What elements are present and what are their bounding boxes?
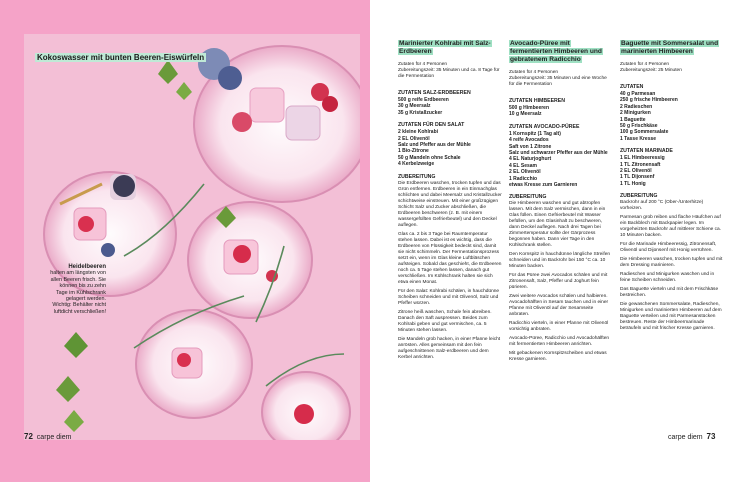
- preparation-step: Die Mandeln grob hacken, in einer Pfanne leicht anrösten. Alles gemeinsam mit den fein aufgeschnittenen Salz-erdbeeren und dem Kerbel anrichten.: [398, 336, 501, 360]
- recipe-meta: [509, 70, 613, 88]
- ingredient-heading: ZUTATEN SALZ-ERDBEEREN: [398, 90, 471, 96]
- ingredient-heading: ZUTATEN MARINADE: [620, 148, 673, 155]
- ingredient-heading: ZUTATEN: [620, 84, 644, 90]
- ingredient-item: 4 Kerbelzweige: [398, 161, 435, 168]
- photo-illustration: [24, 34, 360, 440]
- preparation-step: Avocado-Püree, Radicchio und Avocadohälften mit fermentierten Himbeeren anrichten.: [509, 336, 610, 348]
- ingredient-item: 2 EL Olivenöl: [398, 135, 430, 142]
- ingredient-item: 2 EL Olivenöl: [509, 169, 541, 176]
- preparation-step: Parmesan grob reiben und flache Häufchen auf ein Backblech mit Backpapier legen. Im vorgeheizten Backrohr auf mittlerer Schiene ca. 10 Minuten backen.: [620, 215, 722, 239]
- ingredient-item: etwas Kresse zum Garnieren: [509, 182, 578, 189]
- preparation-step: Die Himbeeren waschen, trocken tupfen und mit dem Dressing marinieren.: [620, 257, 723, 269]
- drinks-photo: [24, 34, 360, 440]
- right-page-number: 73: [706, 432, 716, 441]
- preparation-heading: ZUBEREITUNG: [509, 194, 547, 201]
- preparation-step: Die Erdbeeren waschen, trocken tupfen und das Grün entfernen. Erdbeeren in ein Einmachglas schlichten und dabei Meersalz und Kristallzucker schichtweise einstreuen. Mit einer großzügigen Schicht Salz und Zucker abschließen, die Erdbeeren beschweren (z. B. mit einem wassergefüllten Gefrierbeutel) und den Deckel auflegen.: [398, 180, 502, 228]
- preparation-step: Zitrone heiß waschen, Schale fein abreiben. Danach den Saft auspressen. Beides zum Kohlrabi geben und gut vermischen, ca. 5 Minuten stehen lassen.: [398, 309, 492, 333]
- preparation-step: Radieschen und Minigurken waschen und in feine Scheiben schneiden.: [620, 272, 715, 284]
- ingredient-item: 250 g frische Himbeeren: [620, 97, 678, 104]
- ingredient-item: 50 g Mandeln ohne Schale: [398, 154, 461, 161]
- ingredient-item: 1 TL Honig: [620, 180, 646, 187]
- left-folio: [24, 432, 71, 441]
- recipe-meta: [620, 62, 724, 74]
- ingredient-heading: ZUTATEN AVOCADO-PÜREE: [509, 123, 580, 130]
- ingredient-item: 10 g Meersalz: [509, 111, 542, 118]
- ingredient-item: 35 g Kristallzucker: [398, 109, 443, 116]
- recipe-meta-line: Zutaten für 4 Personen: [398, 62, 448, 67]
- right-folio: [668, 432, 715, 441]
- preparation-step: Mit gebackenen Kornspitzscheiben und etwas Kresse garnieren.: [509, 351, 607, 363]
- preparation-step: Den Kornspitz in hauchdünne längliche Streifen schneiden und im Backrohr bei 150 °C ca. 10 Minuten backen.: [509, 252, 611, 270]
- note-text: halten am längsten von allen Beeren frisch. Sie können bis zu zehn Tage im Kühlschrank gelagert werden. Wichtig: Behälter nicht luftdicht verschließen!: [50, 270, 106, 315]
- recipe-title: Baguette mit Sommersalat und marinierten Himbeeren: [621, 40, 719, 55]
- recipe-title: Avocado-Püree mit fermentierten Himbeeren und gebratenem Radicchio: [510, 40, 602, 63]
- ingredient-item: Saft von 1 Zitrone: [509, 143, 552, 150]
- preparation-step: Backrohr auf 200 °C (Ober-/Unterhitze) vorheizen.: [620, 200, 704, 212]
- ingredient-item: 1 TL Dijonsenf: [620, 174, 655, 181]
- recipe-meta-line: Zutaten für 4 Personen: [509, 70, 559, 75]
- photo-caption: Kokoswasser mit bunten Beeren-Eiswürfeln: [37, 53, 205, 62]
- ingredient-item: 1 Radicchio: [509, 175, 538, 182]
- preparation-step: Glas ca. 2 bis 3 Tage bei Raumtemperatur stehen lassen. Dabei ist es wichtig, dass die Erdbeeren von Flüssigkeit bedeckt sind, damit sie nicht schimmeln. Der Fermentationsprozess setzt ein, wenn im Glas kleine Luftbläschen aufsteigen. Sobald das geschieht, die Erdbeeren noch ca. 5 Tage stehen lassen, danach gut verschließen. Im Kühlschrank halten sie sich etwa einen Monat.: [398, 231, 502, 285]
- recipe-column: [509, 40, 613, 366]
- recipe-meta-line: Zubereitungszeit: 35 Minuten und eine Woche für die Fermentation: [509, 76, 607, 87]
- recipe-column: [620, 40, 724, 335]
- ingredient-item: 1 Bio-Zitrone: [398, 148, 429, 155]
- preparation-step: Das Baguette vierteln und mit dem Frischkäse bestreichen.: [620, 287, 719, 299]
- recipe-meta-line: Zubereitungszeit: 35 Minuten und ca. 8 Tage für die Fermentation: [398, 68, 500, 79]
- ingredient-item: 2 Radieschen: [620, 103, 653, 110]
- ingredient-item: 4 EL Sesam: [509, 162, 537, 169]
- preparation-step: Für das Püree zwei Avocados schälen und mit Zitronensaft, Salz, Pfeffer und Joghurt fein pürieren.: [509, 273, 608, 291]
- ingredient-item: 50 g Frischkäse: [620, 123, 658, 130]
- preparation-heading: ZUBEREITUNG: [398, 173, 436, 180]
- ingredient-item: 1 Baguette: [620, 116, 646, 123]
- recipe-meta: [398, 62, 502, 80]
- ingredient-item: 1 Kornspitz (1 Tag alt): [509, 130, 561, 137]
- preparation-heading: ZUBEREITUNG: [620, 193, 658, 200]
- ingredient-item: 100 g Sommersalate: [620, 129, 669, 136]
- ingredient-item: 40 g Parmesan: [620, 91, 656, 97]
- preparation-step: Für die Marinade Himbeeressig, Zitronensaft, Olivenöl und Dijonsenf mit Honig verrühren.: [620, 242, 717, 254]
- ingredient-item: 1 Tasse Kresse: [620, 135, 657, 142]
- ingredient-heading: ZUTATEN HIMBEEREN: [509, 98, 566, 104]
- ingredient-item: 2 Minigurken: [620, 110, 651, 117]
- right-page: [370, 0, 740, 482]
- ingredient-item: Salz und schwarzer Pfeffer aus der Mühle: [509, 150, 608, 157]
- recipe-meta-line: Zubereitungszeit: 25 Minuten: [620, 68, 682, 73]
- note-title: Heidelbeeren: [68, 264, 106, 270]
- right-magazine-name: carpe diem: [668, 434, 703, 441]
- ingredient-item: 2 kleine Kohlrabi: [398, 129, 439, 136]
- ingredient-item: 1 TL Zitronensaft: [620, 161, 661, 168]
- ingredient-item: 4 reife Avocados: [509, 137, 549, 144]
- recipe-column: [398, 40, 502, 364]
- left-magazine-name: carpe diem: [36, 434, 72, 441]
- ingredient-heading: ZUTATEN FÜR DEN SALAT: [398, 122, 465, 129]
- preparation-step: Die gewaschenen Sommersalate, Radieschen, Minigurken und marinierten Himbeeren auf dem Baguette verteilen und mit Parmesanstücken bestreuen. Reste der Himbeermarinade beträufeln und mit frischer Kresse garnieren.: [620, 302, 722, 332]
- recipe-meta-line: Zutaten für 4 Personen: [620, 62, 670, 67]
- preparation-step: Zwei weitere Avocados schälen und halbieren. Avocadohälften in Sesam tauchen und in einer Pfanne mit Olivenöl auf der Sesamseite anbraten.: [509, 294, 609, 318]
- preparation-step: Radicchio vierteln, in einer Pfanne mit Olivenöl vorsichtig anbraten.: [509, 321, 609, 333]
- left-page-number: 72: [24, 432, 33, 441]
- ingredient-item: 1 EL Himbeeressig: [620, 155, 665, 162]
- preparation-step: Für den Salat: Kohlrabi schälen, in hauchdünne Scheiben schneiden und mit Olivenöl, Salz und Pfeffer würzen.: [398, 288, 500, 306]
- ingredient-item: 2 EL Olivenöl: [620, 168, 652, 175]
- preparation-step: Die Himbeeren waschen und gut abtropfen lassen. Mit dem Salz vermischen, dann in ein Glas füllen. Einen Gefrierbeutel mit Wasser befüllen, um den Glasinhalt zu beschweren, dann Deckel auflegen. Nach drei Tagen bei Zimmertemperatur sollte der Gärprozess begonnen haben. Dann vier Tage in den Kühlschrank stellen.: [509, 201, 606, 249]
- ingredient-item: 500 g reife Erdbeeren: [398, 97, 449, 103]
- recipe-title: Marinierter Kohlrabi mit Salz-Erdbeeren: [399, 40, 491, 55]
- ingredient-item: 30 g Meersalz: [398, 103, 431, 110]
- ingredient-item: 4 EL Naturjoghurt: [509, 156, 552, 163]
- ingredient-item: Salz und Pfeffer aus der Mühle: [398, 142, 471, 149]
- blueberry-note: [50, 264, 106, 315]
- ingredient-item: 500 g Himbeeren: [509, 105, 550, 111]
